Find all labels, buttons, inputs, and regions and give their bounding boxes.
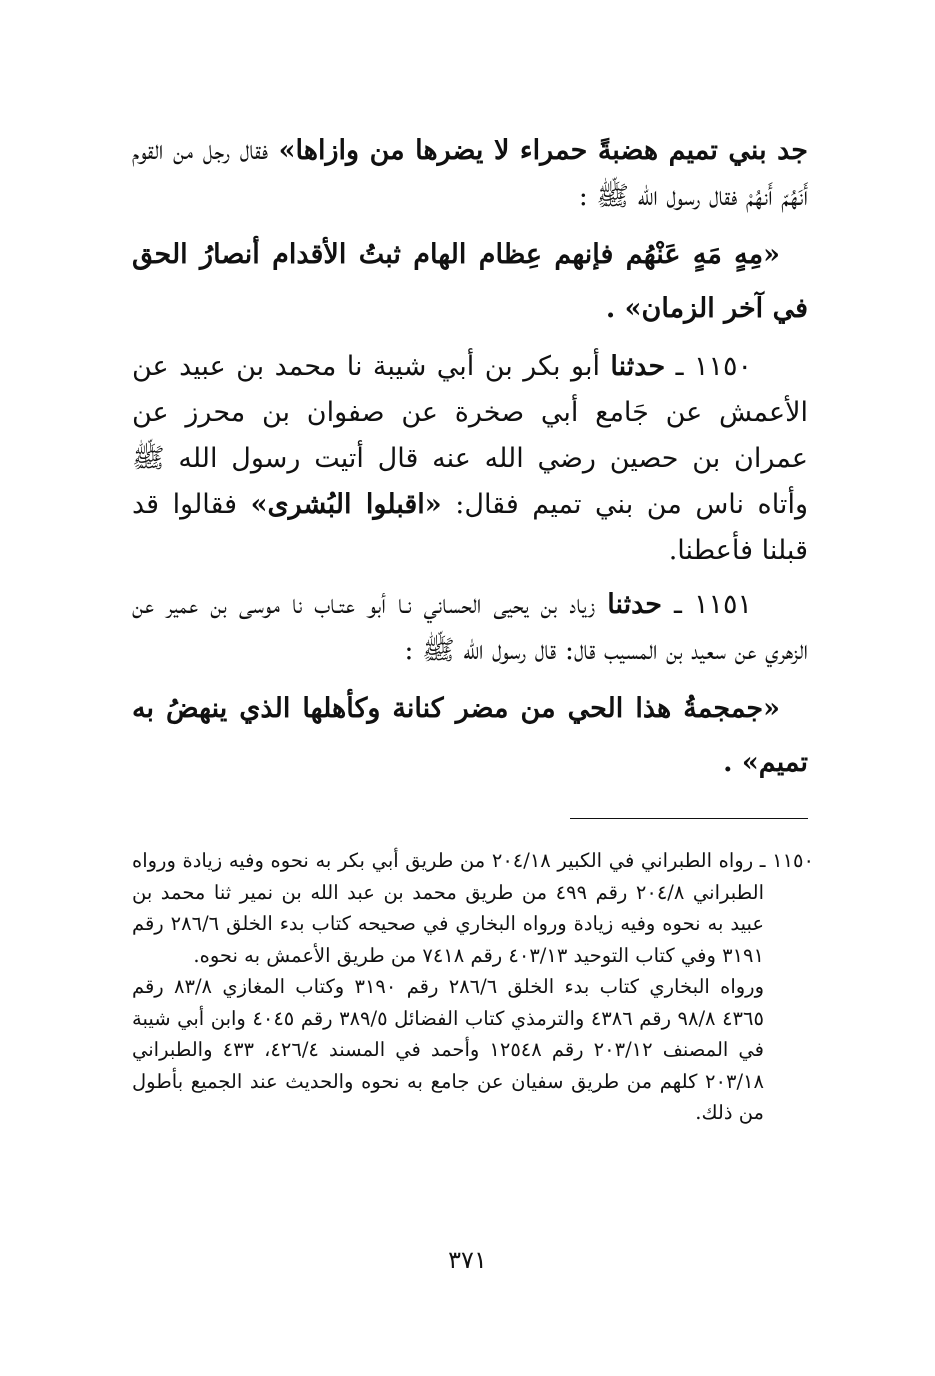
page-number: ٣٧١ bbox=[448, 1246, 487, 1274]
hadith-1151-number: ١١٥١ ـ bbox=[662, 589, 752, 620]
hadith-1150-paragraph bbox=[132, 344, 808, 574]
prophetic-quote-1: «مِهٍ مَهٍ عَنْهُم فإنهم عِظام الهام ثبتُ الأقدام أنصارُ الحق في آخر الزمان» . bbox=[132, 239, 808, 324]
hadith-1150-text-a: أبو بكر بن أبي شيبة نا محمد بن عبيد عن الأعمش عن جَامع أبي صخرة عن صفوان بن محرز عن عمران بن حصين رضي الله عنه قال أتيت رسول الله ﷺ وأتاه ناس من بني تميم فقال: bbox=[132, 351, 808, 520]
hadith-1151-keyword: حدثنا bbox=[607, 589, 663, 620]
hadith-1150-quote: «اقبلوا البُشرى» bbox=[250, 489, 442, 520]
intro-paragraph bbox=[132, 128, 808, 220]
intro-bold-text: جد بني تميم هضبةً حمراء لا يضرها من وازاها» bbox=[268, 135, 808, 166]
main-text-block bbox=[132, 128, 808, 798]
prophetic-quote-2: «جمجمةُ هذا الحي من مضر كنانة وكأهلها الذي ينهضُ به تميم» . bbox=[132, 693, 808, 778]
hadith-1151-text: زياد بن يحيى الحساني نـا أبو عتـاب نا موسى بن عمير عن الزهري عن سعيد بن المسيب قال: قال رسول الله ﷺ : bbox=[132, 589, 808, 666]
footnote-separator bbox=[570, 818, 808, 819]
footnotes-block bbox=[132, 845, 814, 1129]
hadith-1150-number: ١١٥٠ ـ bbox=[665, 351, 752, 382]
hadith-1151-paragraph bbox=[132, 582, 808, 674]
footnote-1150-first: ١١٥٠ ـ رواه الطبراني في الكبير ٢٠٤/١٨ من طريق أبي بكر به نحوه وفيه زيادة ورواه الطبراني ٢٠٤/٨ رقم ٤٩٩ من طريق محمد بن عبد الله بن نمير ثنا محمد بن عبيد به نحوه وفيه زيادة ورواه البخاري في صحيحه كتاب بدء الخلق ٢٨٦/٦ رقم ٣١٩١ وفي كتاب التوحيد ٤٠٣/١٣ رقم ٧٤١٨ من طريق الأعمش به نحوه. bbox=[132, 849, 815, 967]
hadith-1150-text-b: فقالوا قد قبلنا فأعطنا. bbox=[132, 489, 808, 566]
footnote-1150-second: ورواه البخاري كتاب بدء الخلق ٢٨٦/٦ رقم ٣١٩٠ وكتاب المغازي ٨٣/٨ رقم ٤٣٦٥ ٩٨/٨ رقم ٤٣٨٦ والترمذي كتاب الفضائل ٣٨٩/٥ رقم ٤٠٤٥ وابن أبي شيبة في المصنف ٢٠٣/١٢ رقم ١٢٥٤٨ وأحمد في المسند ٤٢٦/٤، ٤٣٣ والطبراني ٢٠٣/١٨ كلهم من طريق سفيان عن جامع به نحوه والحديث عند الجميع بأطول من ذلك. bbox=[132, 975, 764, 1124]
intro-rest-text: فقال رجل من القوم أَنَهُمّ أَنهُمْ فقال رسول الله ﷺ : bbox=[132, 135, 808, 212]
hadith-1150-keyword: حدثنا bbox=[610, 351, 666, 382]
